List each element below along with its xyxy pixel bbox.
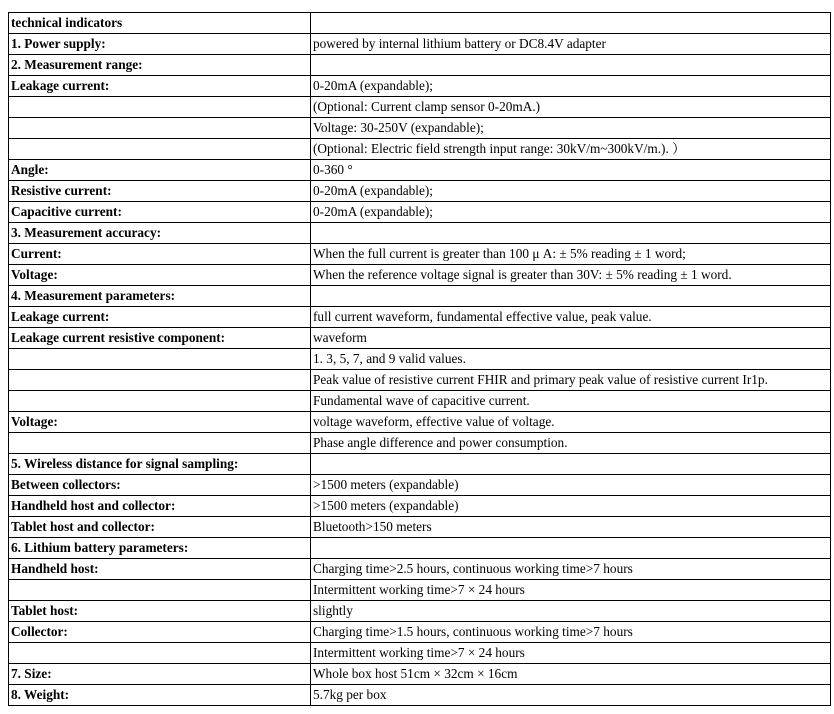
table-row [9, 601, 831, 622]
row-value: slightly [311, 601, 831, 622]
table-row [9, 139, 831, 160]
row-value: Intermittent working time>7 × 24 hours [311, 580, 831, 601]
table-row [9, 475, 831, 496]
row-value: When the full current is greater than 100 μ A: ± 5% reading ± 1 word; [311, 244, 831, 265]
row-value: 1. 3, 5, 7, and 9 valid values. [311, 349, 831, 370]
row-label: 6. Lithium battery parameters: [9, 538, 311, 559]
row-value: powered by internal lithium battery or DC8.4V adapter [311, 34, 831, 55]
row-label: Leakage current resistive component: [9, 328, 311, 349]
table-row [9, 160, 831, 181]
row-label: 7. Size: [9, 664, 311, 685]
row-label [9, 391, 311, 412]
row-value [311, 286, 831, 307]
row-value: 0-360 ° [311, 160, 831, 181]
row-label: Current: [9, 244, 311, 265]
table-row [9, 55, 831, 76]
row-value: Whole box host 51cm × 32cm × 16cm [311, 664, 831, 685]
row-value [311, 454, 831, 475]
row-label: Handheld host: [9, 559, 311, 580]
row-label: Voltage: [9, 265, 311, 286]
row-label [9, 349, 311, 370]
row-value: Charging time>1.5 hours, continuous working time>7 hours [311, 622, 831, 643]
spec-table-body [9, 13, 831, 706]
table-row [9, 517, 831, 538]
row-label: 2. Measurement range: [9, 55, 311, 76]
row-label [9, 433, 311, 454]
table-row [9, 496, 831, 517]
row-label: technical indicators [9, 13, 311, 34]
row-label: 5. Wireless distance for signal sampling: [9, 454, 311, 475]
table-row [9, 538, 831, 559]
table-row [9, 307, 831, 328]
spec-table [8, 12, 831, 706]
row-label: Voltage: [9, 412, 311, 433]
table-row [9, 580, 831, 601]
row-label: Capacitive current: [9, 202, 311, 223]
row-value: voltage waveform, effective value of voltage. [311, 412, 831, 433]
row-label: 8. Weight: [9, 685, 311, 706]
row-value: When the reference voltage signal is greater than 30V: ± 5% reading ± 1 word. [311, 265, 831, 286]
row-label: 3. Measurement accuracy: [9, 223, 311, 244]
table-row [9, 622, 831, 643]
row-value: Phase angle difference and power consumption. [311, 433, 831, 454]
row-label: Leakage current: [9, 76, 311, 97]
row-value: Charging time>2.5 hours, continuous working time>7 hours [311, 559, 831, 580]
row-value: Bluetooth>150 meters [311, 517, 831, 538]
table-row [9, 433, 831, 454]
row-value: 0-20mA (expandable); [311, 202, 831, 223]
row-value [311, 13, 831, 34]
table-row [9, 412, 831, 433]
table-row [9, 97, 831, 118]
table-row [9, 370, 831, 391]
table-row [9, 13, 831, 34]
table-row [9, 559, 831, 580]
row-value: Peak value of resistive current FHIR and primary peak value of resistive current Ir1p. [311, 370, 831, 391]
row-value: Intermittent working time>7 × 24 hours [311, 643, 831, 664]
row-value: full current waveform, fundamental effective value, peak value. [311, 307, 831, 328]
row-value: 0-20mA (expandable); [311, 181, 831, 202]
row-value: >1500 meters (expandable) [311, 475, 831, 496]
row-label: 1. Power supply: [9, 34, 311, 55]
table-row [9, 454, 831, 475]
row-label [9, 139, 311, 160]
row-value: (Optional: Electric field strength input range: 30kV/m~300kV/m.). ） [311, 139, 831, 160]
row-value: 0-20mA (expandable); [311, 76, 831, 97]
row-label: Collector: [9, 622, 311, 643]
row-label: Handheld host and collector: [9, 496, 311, 517]
row-label [9, 97, 311, 118]
table-row [9, 643, 831, 664]
table-row [9, 223, 831, 244]
table-row [9, 685, 831, 706]
row-label: Resistive current: [9, 181, 311, 202]
row-value: >1500 meters (expandable) [311, 496, 831, 517]
row-value: waveform [311, 328, 831, 349]
row-value: (Optional: Current clamp sensor 0-20mA.) [311, 97, 831, 118]
table-row [9, 118, 831, 139]
table-row [9, 244, 831, 265]
table-row [9, 76, 831, 97]
row-value [311, 538, 831, 559]
row-label [9, 118, 311, 139]
table-row [9, 202, 831, 223]
table-row [9, 349, 831, 370]
table-row [9, 664, 831, 685]
row-value: Fundamental wave of capacitive current. [311, 391, 831, 412]
row-value [311, 223, 831, 244]
row-label [9, 370, 311, 391]
row-value: Voltage: 30-250V (expandable); [311, 118, 831, 139]
row-label: Leakage current: [9, 307, 311, 328]
table-row [9, 391, 831, 412]
row-label: Angle: [9, 160, 311, 181]
row-label: Tablet host: [9, 601, 311, 622]
row-label: Between collectors: [9, 475, 311, 496]
row-value [311, 55, 831, 76]
row-label: Tablet host and collector: [9, 517, 311, 538]
row-label [9, 580, 311, 601]
table-row [9, 265, 831, 286]
table-row [9, 286, 831, 307]
row-value: 5.7kg per box [311, 685, 831, 706]
table-row [9, 181, 831, 202]
table-row [9, 34, 831, 55]
row-label: 4. Measurement parameters: [9, 286, 311, 307]
table-row [9, 328, 831, 349]
row-label [9, 643, 311, 664]
